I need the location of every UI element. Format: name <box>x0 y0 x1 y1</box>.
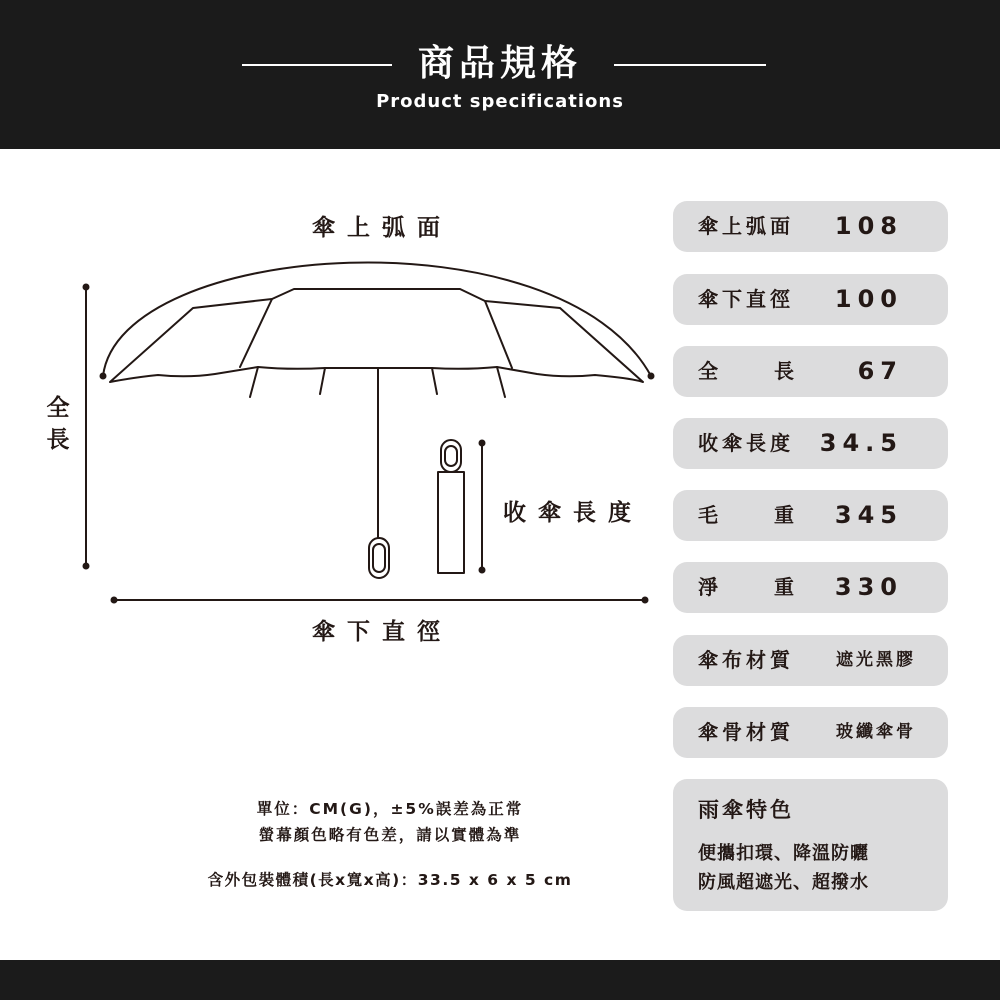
package-note: 含外包裝體積(長x寬x高)：33.5 x 6 x 5 cm <box>207 871 573 889</box>
page-subtitle: Product specifications <box>376 91 624 112</box>
spec-value: 玻纖傘骨 <box>836 722 916 742</box>
spec-label-char: 全 <box>698 359 718 383</box>
folded-umbrella-handle-inner <box>445 446 457 466</box>
diameter-dot-left <box>111 597 118 604</box>
full-length-dot-bottom <box>83 563 90 570</box>
spec-label: 傘布材質 <box>698 648 794 672</box>
folded-umbrella-body <box>438 472 464 573</box>
full-length-dot-top <box>83 284 90 291</box>
full-length-label-char: 長 <box>46 427 70 453</box>
diameter-label: 傘下直徑 <box>312 619 452 645</box>
full-length-label <box>44 392 72 456</box>
feature-line-2: 防風超遮光、超撥水 <box>698 872 869 893</box>
spec-value: 108 <box>834 212 903 240</box>
spec-row-folded-length <box>673 418 948 469</box>
canopy-outline <box>110 289 643 382</box>
folded-length-dot-top <box>479 440 486 447</box>
spec-label: 傘骨材質 <box>698 720 794 744</box>
spec-label-char: 淨 <box>698 575 718 599</box>
spec-label <box>698 562 794 613</box>
umbrella-handle-inner <box>373 544 385 572</box>
canopy-panel-line <box>485 301 512 368</box>
spec-value: 345 <box>834 501 903 529</box>
spec-label <box>698 346 794 397</box>
canopy-panel-line <box>432 368 437 394</box>
arc-dot-right <box>648 373 655 380</box>
diameter-dot-right <box>642 597 649 604</box>
spec-label: 傘上弧面 <box>698 214 794 238</box>
spec-label: 收傘長度 <box>698 431 794 455</box>
color-note: 螢幕顏色略有色差，請以實體為準 <box>258 826 522 844</box>
spec-label: 傘下直徑 <box>698 287 794 311</box>
canopy-panel-line <box>497 367 505 397</box>
unit-note: 單位：CM(G)，±5%誤差為正常 <box>256 800 524 818</box>
spec-row-fabric <box>673 635 948 686</box>
full-length-label-char: 全 <box>46 395 70 421</box>
spec-value: 67 <box>857 357 903 385</box>
spec-value: 34.5 <box>819 429 903 457</box>
folded-length-dot-bottom <box>479 567 486 574</box>
canopy-panel-line <box>320 368 325 394</box>
spec-label <box>698 490 794 541</box>
canopy-panel-line <box>250 367 258 397</box>
spec-value: 330 <box>834 573 903 601</box>
arc-dot-left <box>100 373 107 380</box>
arc-outline <box>103 262 651 376</box>
spec-label-char: 毛 <box>698 503 718 527</box>
spec-label-char: 長 <box>774 359 794 383</box>
spec-row-frame <box>673 707 948 758</box>
spec-label-char: 重 <box>774 575 794 599</box>
spec-row-arc <box>673 201 948 252</box>
spec-row-gross-weight <box>673 490 948 541</box>
folded-length-label: 收傘長度 <box>503 500 643 526</box>
arc-label: 傘上弧面 <box>312 215 452 241</box>
footer-bar <box>0 960 1000 1000</box>
feature-line-1: 便攜扣環、降溫防曬 <box>698 843 869 864</box>
header-banner <box>0 0 1000 149</box>
spec-label-char: 重 <box>774 503 794 527</box>
spec-value: 100 <box>834 285 903 313</box>
spec-value: 遮光黑膠 <box>836 650 916 670</box>
spec-row-full-length <box>673 346 948 397</box>
feature-title: 雨傘特色 <box>698 798 794 822</box>
spec-row-diameter <box>673 274 948 325</box>
canopy-panel-line <box>240 299 272 367</box>
spec-row-net-weight <box>673 562 948 613</box>
page-title: 商品規格 <box>417 43 582 84</box>
